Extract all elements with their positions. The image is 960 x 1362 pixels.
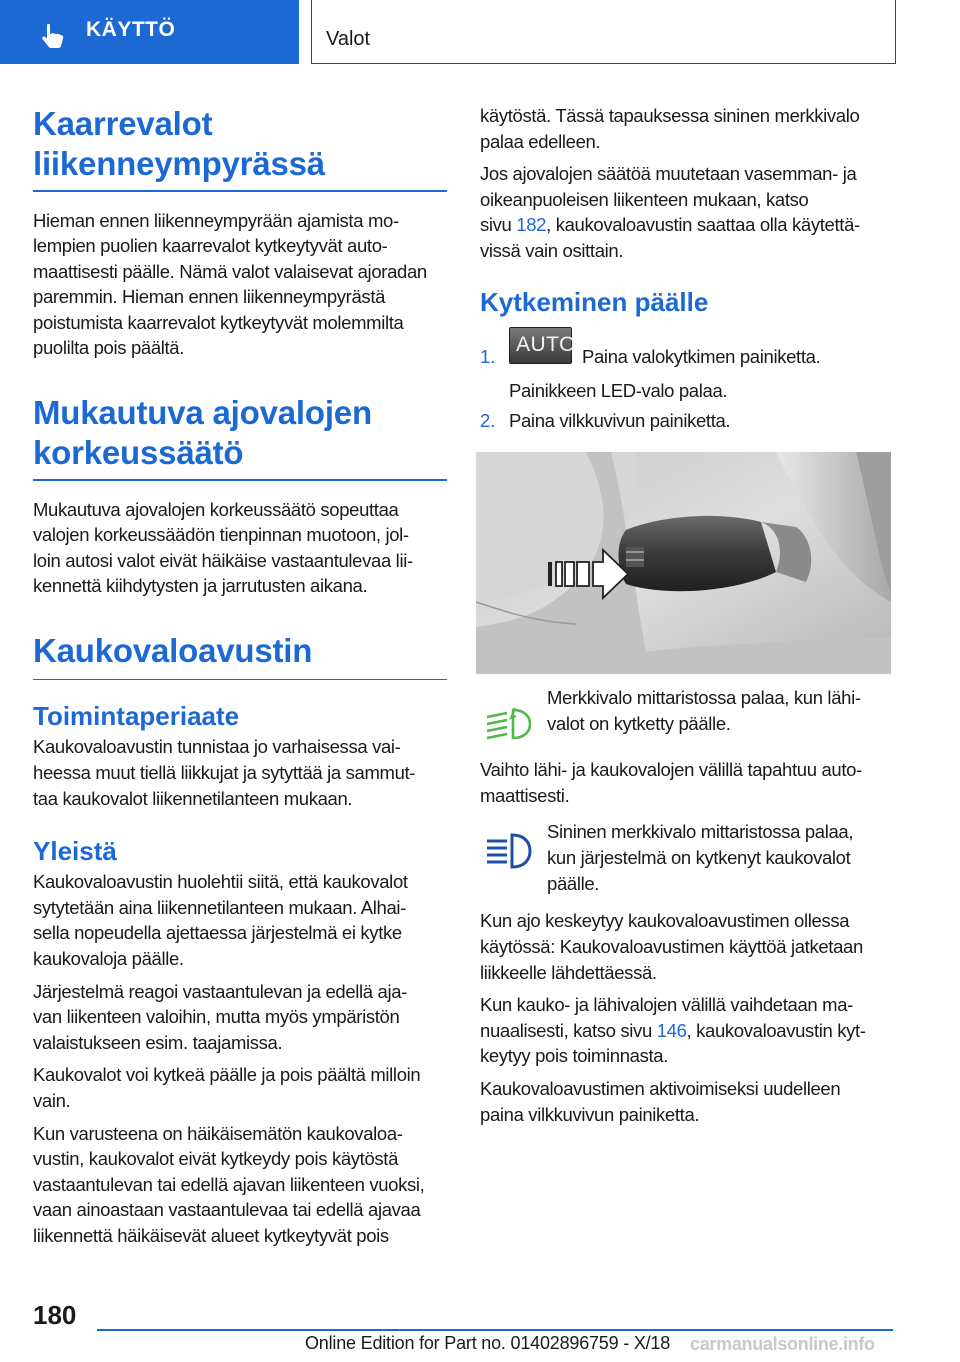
paragraph: Kaukovalot voi kytkeä päälle ja pois päältä milloin vain. [33,1064,421,1111]
paragraph: Sininen merkkivalo mittaristossa palaa, kun järjestelmä on kytkenyt kaukovalot päälle. [547,821,854,894]
chapter-title: Valot [326,28,371,50]
page-link-182[interactable]: 182 [516,214,547,236]
pointing-hand-icon [38,22,66,50]
high-beam-indicator-icon [482,831,532,871]
paragraph: Kun ajo keskeytyy kaukovaloavustimen ollessa käytössä: Kaukovaloavustimen käyttöä jatketaan liikkeelle lähdettäessä. [480,910,863,983]
turn-signal-lever-illustration [476,452,891,674]
paragraph: Mukautuva ajovalojen korkeussäätö sopeuttaa valojen korkeussäädön tienpinnan muotoon, jol- loin autosi valot eivät häikäise vastaantulevaa lii- kennettä kiihdytysten ja jarrutusten aikana. [33,498,413,597]
footer-rule [97,1329,893,1331]
subheading-switching-on: Kytkeminen päälle [480,286,709,317]
paragraph: Kaukovaloavustin tunnistaa jo varhaisessa vai- heessa muut tiellä liikkujat ja sytyttää ja sammut- taa kaukovalot liikennetilanteen mukaan. [33,736,416,809]
paragraph: Kun kauko- ja lähivalojen välillä vaihdetaan ma- nuaalisesti, katso sivu 146, kaukovaloavustin kyt- keytyy pois toiminnasta. [480,994,866,1067]
subheading-general: Yleistä [33,836,117,867]
page-number: 180 [33,1300,77,1330]
step-1-subtext: Painikkeen LED-valo palaa. [509,379,728,401]
step-2 [480,410,892,436]
step-number: 1. [480,345,496,367]
paragraph: Kaukovaloavustimen aktivoimiseksi uudelleen paina vilkkuvivun painiketta. [480,1077,841,1125]
step-1 [480,330,892,367]
heading-headlight-leveling: Mukautuva ajovalojen korkeussäätö [33,394,372,472]
paragraph: Järjestelmä reagoi vastaantulevan ja edellä aja- van liikenteen valoihin, mutta myös ympäristön valaistukseen esim. taajamissa. [33,980,407,1053]
heading-rule [33,190,447,192]
high-beam-indicator-note [480,819,892,905]
step-text: Paina vilkkuvivun painiketta. [509,410,731,432]
auto-button-label: AUTO [516,332,576,356]
paragraph: Kun varusteena on häikäisemätön kaukovaloa- vustin, kaukovalot eivät kytkeydy pois käytöstä vastaantulevan tai edellä ajavan liikenteen vuoksi, vaan ainoastaan vastaantulevaa tai edellä ajavaa liikennettä häikäisevät alueet kytkeytyvät pois [33,1122,425,1246]
chapter-header [311,0,896,64]
right-column [480,100,892,1127]
paragraph: käytöstä. Tässä tapauksessa sininen merkkivalo palaa edelleen. [480,105,860,152]
step-number: 2. [480,410,496,432]
auto-button-icon [509,327,576,364]
heading-high-beam-assistant: Kaukovaloavustin [33,631,313,669]
footer-edition-note: Online Edition for Part no. 01402896759 - X/18 [305,1333,671,1353]
paragraph: Kaukovaloavustin huolehtii siitä, että kaukovalot sytytetään aina liikennetilanteen mukaan. Alhai- sella nopeudella ajettaessa järjestelmä ei kytke kaukovaloja päälle. [33,871,408,969]
heading-rule [33,679,447,681]
section-tab[interactable] [0,0,299,64]
paragraph: Merkkivalo mittaristossa palaa, kun lähi- valot on kytketty päälle. [547,687,861,734]
paragraph: Jos ajovalojen säätöä muutetaan vasemman- ja oikeanpuoleisen liikenteen mukaan, katso sivu 182, kaukovaloavustin saattaa olla käytettä- vissä vain osittain. [480,163,860,261]
heading-cornering-lights: Kaarrevalot liikenneympyrässä [33,105,325,182]
page-link-146[interactable]: 146 [656,1019,687,1041]
step-text: Paina valokytkimen painiketta. [582,345,821,367]
watermark: carmanualsonline.info [690,1334,875,1354]
low-beam-indicator-icon [482,704,532,744]
low-beam-indicator-note [480,687,892,752]
paragraph: Hieman ennen liikenneympyrään ajamista mo- lempien puolien kaarrevalot kytkeytyvät auto- maattisesti päälle. Nämä valot valaisevat ajoradan paremmin. Hieman ennen liikenneympyrästä poistumista kaarrevalot kytkeytyvät molemmilta puolilta pois päältä. [33,209,427,359]
paragraph: Vaihto lähi- ja kaukovalojen välillä tapahtuu auto- maattisesti. [480,759,862,806]
left-column [33,100,447,1249]
subheading-principle: Toimintaperiaate [33,701,240,732]
section-label: KÄYTTÖ [86,18,176,41]
heading-rule [33,479,447,481]
